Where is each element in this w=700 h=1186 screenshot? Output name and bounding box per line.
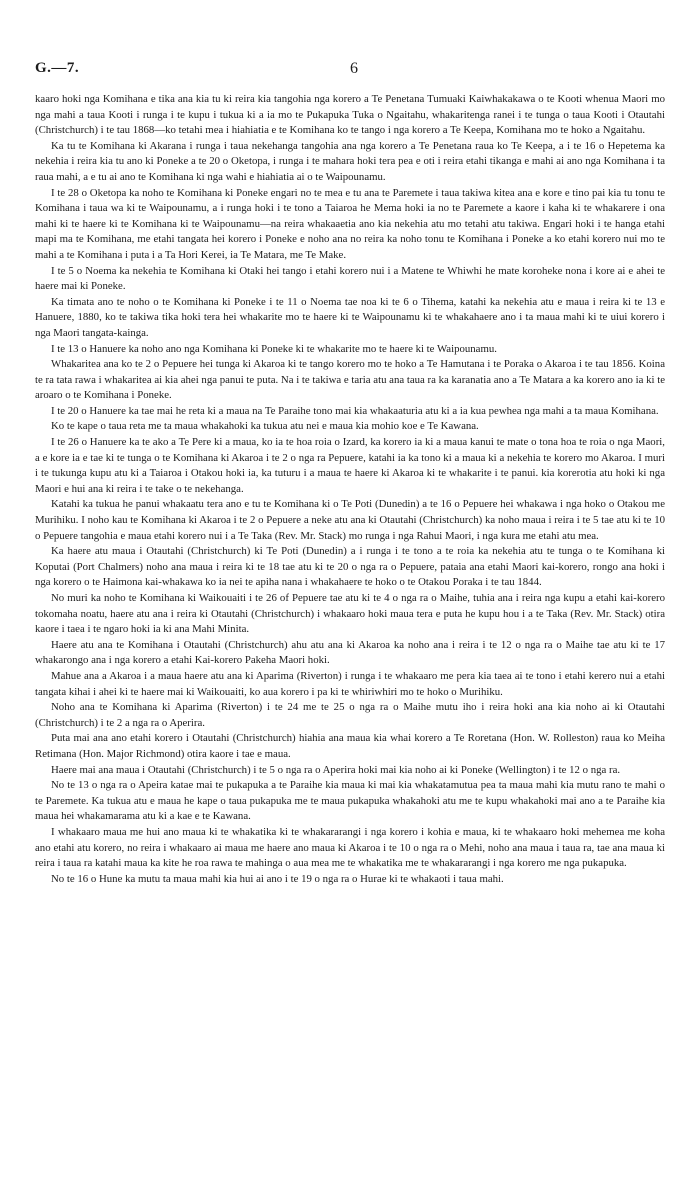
paragraph: Noho ana te Komihana ki Aparima (Riverton) i te 24 me te 25 o nga ra o Maihe mutu iho i reira hoki ana kia noho ai ki Otautahi (Christchurch) i te 2 a nga ra o Aperira. bbox=[35, 701, 665, 729]
paragraph: I te 20 o Hanuere ka tae mai he reta ki a maua na Te Paraihe tono mai kia whakaaturia atu ki a ia kua pewhea nga mahi a ta maua Komihana. bbox=[51, 404, 659, 417]
paragraph: Ka tu te Komihana ki Akarana i runga i taua nekehanga tangohia ana nga korero a Te Penetana raua ko Te Keepa, a i te 16 o Hepetema ka nekehia i reira kia tu ano ki Poneke a te 20 o Oketopa, i runga i te mahara hoki tera pea e oti i reira etahi tikanga e mahi ai ano nga Komihana i ta raua mahi, a e tu ai ano te Komihana ki nga wahi e hiahiatia ai o te Waipounamu. bbox=[35, 139, 665, 183]
paragraph: Puta mai ana ano etahi korero i Otautahi (Christchurch) hiahia ana maua kia whai korero a Te Roretana (Hon. W. Rolleston) raua ko Meiha Retimana (Hon. Major Richmond) otira kaore i tae e maua. bbox=[35, 732, 665, 760]
paragraph: Ka haere atu maua i Otautahi (Christchurch) ki Te Poti (Dunedin) a i runga i te tono a te roia ka nekehia atu te tunga o te Komihana ki Koputai (Port Chalmers) noho ana maua i reira ki te 18 tae atu ki te 20 o nga ra o Pepuere, pataia ana etahi Maori kai-korero, rongo ana hoki i nga korero o te Haimona kai-whakawa ko ia nei te apiha nana i whakahaere te hoko o te Otakou Poraka i te tau 1844. bbox=[35, 545, 665, 589]
paragraph: Ko te kape o taua reta me ta maua whakahoki ka tukua atu nei e maua kia mohio koe e Te Kawana. bbox=[51, 420, 479, 433]
body-text bbox=[35, 92, 665, 887]
paragraph: I te 26 o Hanuere ka te ako a Te Pere ki a maua, ko ia te hoa roia o Izard, ka korero ia ki a maua kanui te mate o tona hoa te roia o nga Maori, a e kore ia e tae ki te tunga o te Komihana ki Akaroa i te 2 o nga ra Pepuere, katahi ia ka tono ki a maua ki a nekehia te korero mo Akaroa. I muri i te tukunga kupu atu ki a Taiaroa i Otakou hoki ia, ka tuturu i a maua te haere ki Akaroa ki te whakarite i te panui. kia korerotia atu hoki ki nga Maori e hui ana ki reira i te take o te nekehanga. bbox=[35, 436, 665, 495]
document-code: G.—7. bbox=[35, 60, 80, 76]
paragraph: No muri ka noho te Komihana ki Waikouaiti i te 26 of Pepuere tae atu ki te 4 o nga ra o Maihe, tuhia ana i reira nga kupu a etahi kai-korero tokomaha noatu, haere atu ana i reira ki Otautahi (Christchurch) i whakaaro hoki maua tera e puta he kupu hou i a te Taka (Rev. Mr. Stack) otira kaore i taea i te ngaro hoki ia ki ana Mahi Minita. bbox=[35, 592, 665, 636]
paragraph: No te 13 o nga ra o Apeira katae mai te pukapuka a te Paraihe kia maua ki mai kia whakatamutua pea ta maua mahi kia mutu rano te mahi o te Paremete. Ka tukua atu e maua he kape o taua pukapuka me te maua pukapuka whakahoki atu me te kupu whakahoki mai ano a te Paraihe kia maua hei whakamarama atu ki a kae e te Kawana. bbox=[35, 779, 665, 823]
paragraph: I whakaaro maua me hui ano maua ki te whakatika ki te whakararangi i nga korero i kohia e maua, ki te whakaaro hoki mehemea me koha ano etahi atu korero, no reira i whakaaro ai maua me haere ano maua ki Akaroa i te 10 o nga ra o Mehi, noho ana maua i taua ra, tae ana maua ki reira i taua ra katahi maua ka kite he roa rawa te mahinga o aua mea me te whakatika me te whakararangi i nga korero me nga pukapuka. bbox=[35, 825, 665, 870]
paragraph: Mahue ana a Akaroa i a maua haere atu ana ki Aparima (Riverton) i runga i te whakaaro me pera kia taea ai te tono i etahi kerero nui a etahi tangata kihai i ahei ki te haere mai ki Waikouaiti, ko aua korero i pa ki te whiriwhiri mo te hoko o Murihiku. bbox=[35, 669, 665, 698]
paragraph: Katahi ka tukua he panui whakaatu tera ano e tu te Komihana ki o Te Poti (Dunedin) a te 16 o Pepuere hei whakawa i nga hoko o Otakou me Murihiku. I noho kau te Komihana ki Akaroa i te 2 o Pepuere a neke atu ana ki Otautahi (Christchurch) ka noho maua i reira i te 5 tae atu ki te 10 o Pepuere tangohia e maua etahi korero nui i a Te Taka (Rev. Mr. Stack) mo runga i nga Rahui Maori, i nga kura me etahi atu mea. bbox=[35, 498, 665, 542]
paragraph: Haere atu ana te Komihana i Otautahi (Christchurch) ahu atu ana ki Akaroa ka noho ana i reira i te 12 o nga ra o Maihe tae atu ki te 17 whakarongo ana i nga korero a etahi Kai-korero Pakeha Maori hoki. bbox=[35, 638, 665, 667]
paragraph: I te 13 o Hanuere ka noho ano nga Komihana ki Poneke ki te whakarite mo te haere ki te Waipounamu. bbox=[51, 342, 497, 355]
paragraph: Ka timata ano te noho o te Komihana ki Poneke i te 11 o Noema tae noa ki te 6 o Tihema, katahi ka nekehia atu e maua i reira ki te 13 e Hanuere, 1880, ko te takiwa tika hoki tera hei whakarite mo te haere ki te Waipounamu ki te whakahaere ano i ta maua mahi ki te uiui korero i nga Maori tangata-kainga. bbox=[35, 295, 665, 339]
paragraph: Whakaritea ana ko te 2 o Pepuere hei tunga ki Akaroa ki te tango korero mo te hoko a Te Hamutana i te Poraka o Akaroa i te tau 1856. Koina te ra tata rawa i whakaritea ai kia ahei nga panui te puta. Na i te takiwa e taria atu ana taua ra ka karanatia ano a Te Matara a ka korero ano ia ki te aroaro o te Komihana i Poneke. bbox=[35, 358, 665, 402]
paragraph: I te 28 o Oketopa ka noho te Komihana ki Poneke engari no te mea e tu ana te Paremete i taua takiwa kitea ana e kore e tino pai kia tu tonu te Komihana i taua wa ki te Waipounamu, a i runga hoki i te tono a Taiaroa he Mema hoki ia no te Paremete a kaore i kaha ki te whakarere i ona mahi ki te haere ki te Komihana ki te Waipounamu—na reira whakaaetia ano kia nekehia atu mo tetahi atu takiwa. Engari hoki i te hanga etahi mapi ma te Komihana, me etahi tangata hei korero i Poneke e noho ana no reira ka noho tonu te Komihana i Poneke a ko etahi korero nui mo te mahi a te Komihana i puta i a Ta Hori Kerei, ia Te Matara, me Te Make. bbox=[35, 186, 665, 261]
paragraph: Haere mai ana maua i Otautahi (Christchurch) i te 5 o nga ra o Aperira hoki mai kia noho ai ki Poneke (Wellington) i te 12 o nga ra. bbox=[51, 763, 621, 776]
paragraph: No te 16 o Hune ka mutu ta maua mahi kia hui ai ano i te 19 o nga ra o Hurae ki te whakaoti i taua mahi. bbox=[51, 872, 504, 885]
page-header bbox=[35, 60, 665, 86]
paragraph: I te 5 o Noema ka nekehia te Komihana ki Otaki hei tango i etahi korero nui i a Matene te Whiwhi he mate koroheke nona i kore ai e ahei te haere mai ki Poneke. bbox=[35, 264, 665, 293]
paragraph: kaaro hoki nga Komihana e tika ana kia tu ki reira kia tangohia nga korero a Te Penetana Tumuaki Kaiwhakakawa o te Kooti whenua Maori mo nga mahi a taua Kooti i runga i te kupu i tukua ki a ia mo te Pukapuka Tuka o Ngaitahu, whakaritenga ranei i te tunga o taua Kooti i Otautahi (Christchurch) i te tau 1868—ko tetahi mea i hiahiatia e te Komihana ko te tango i nga korero a Te Keepa, Komihana mo te hoko a Ngaitahu. bbox=[35, 93, 665, 137]
page-number: 6 bbox=[350, 60, 358, 77]
